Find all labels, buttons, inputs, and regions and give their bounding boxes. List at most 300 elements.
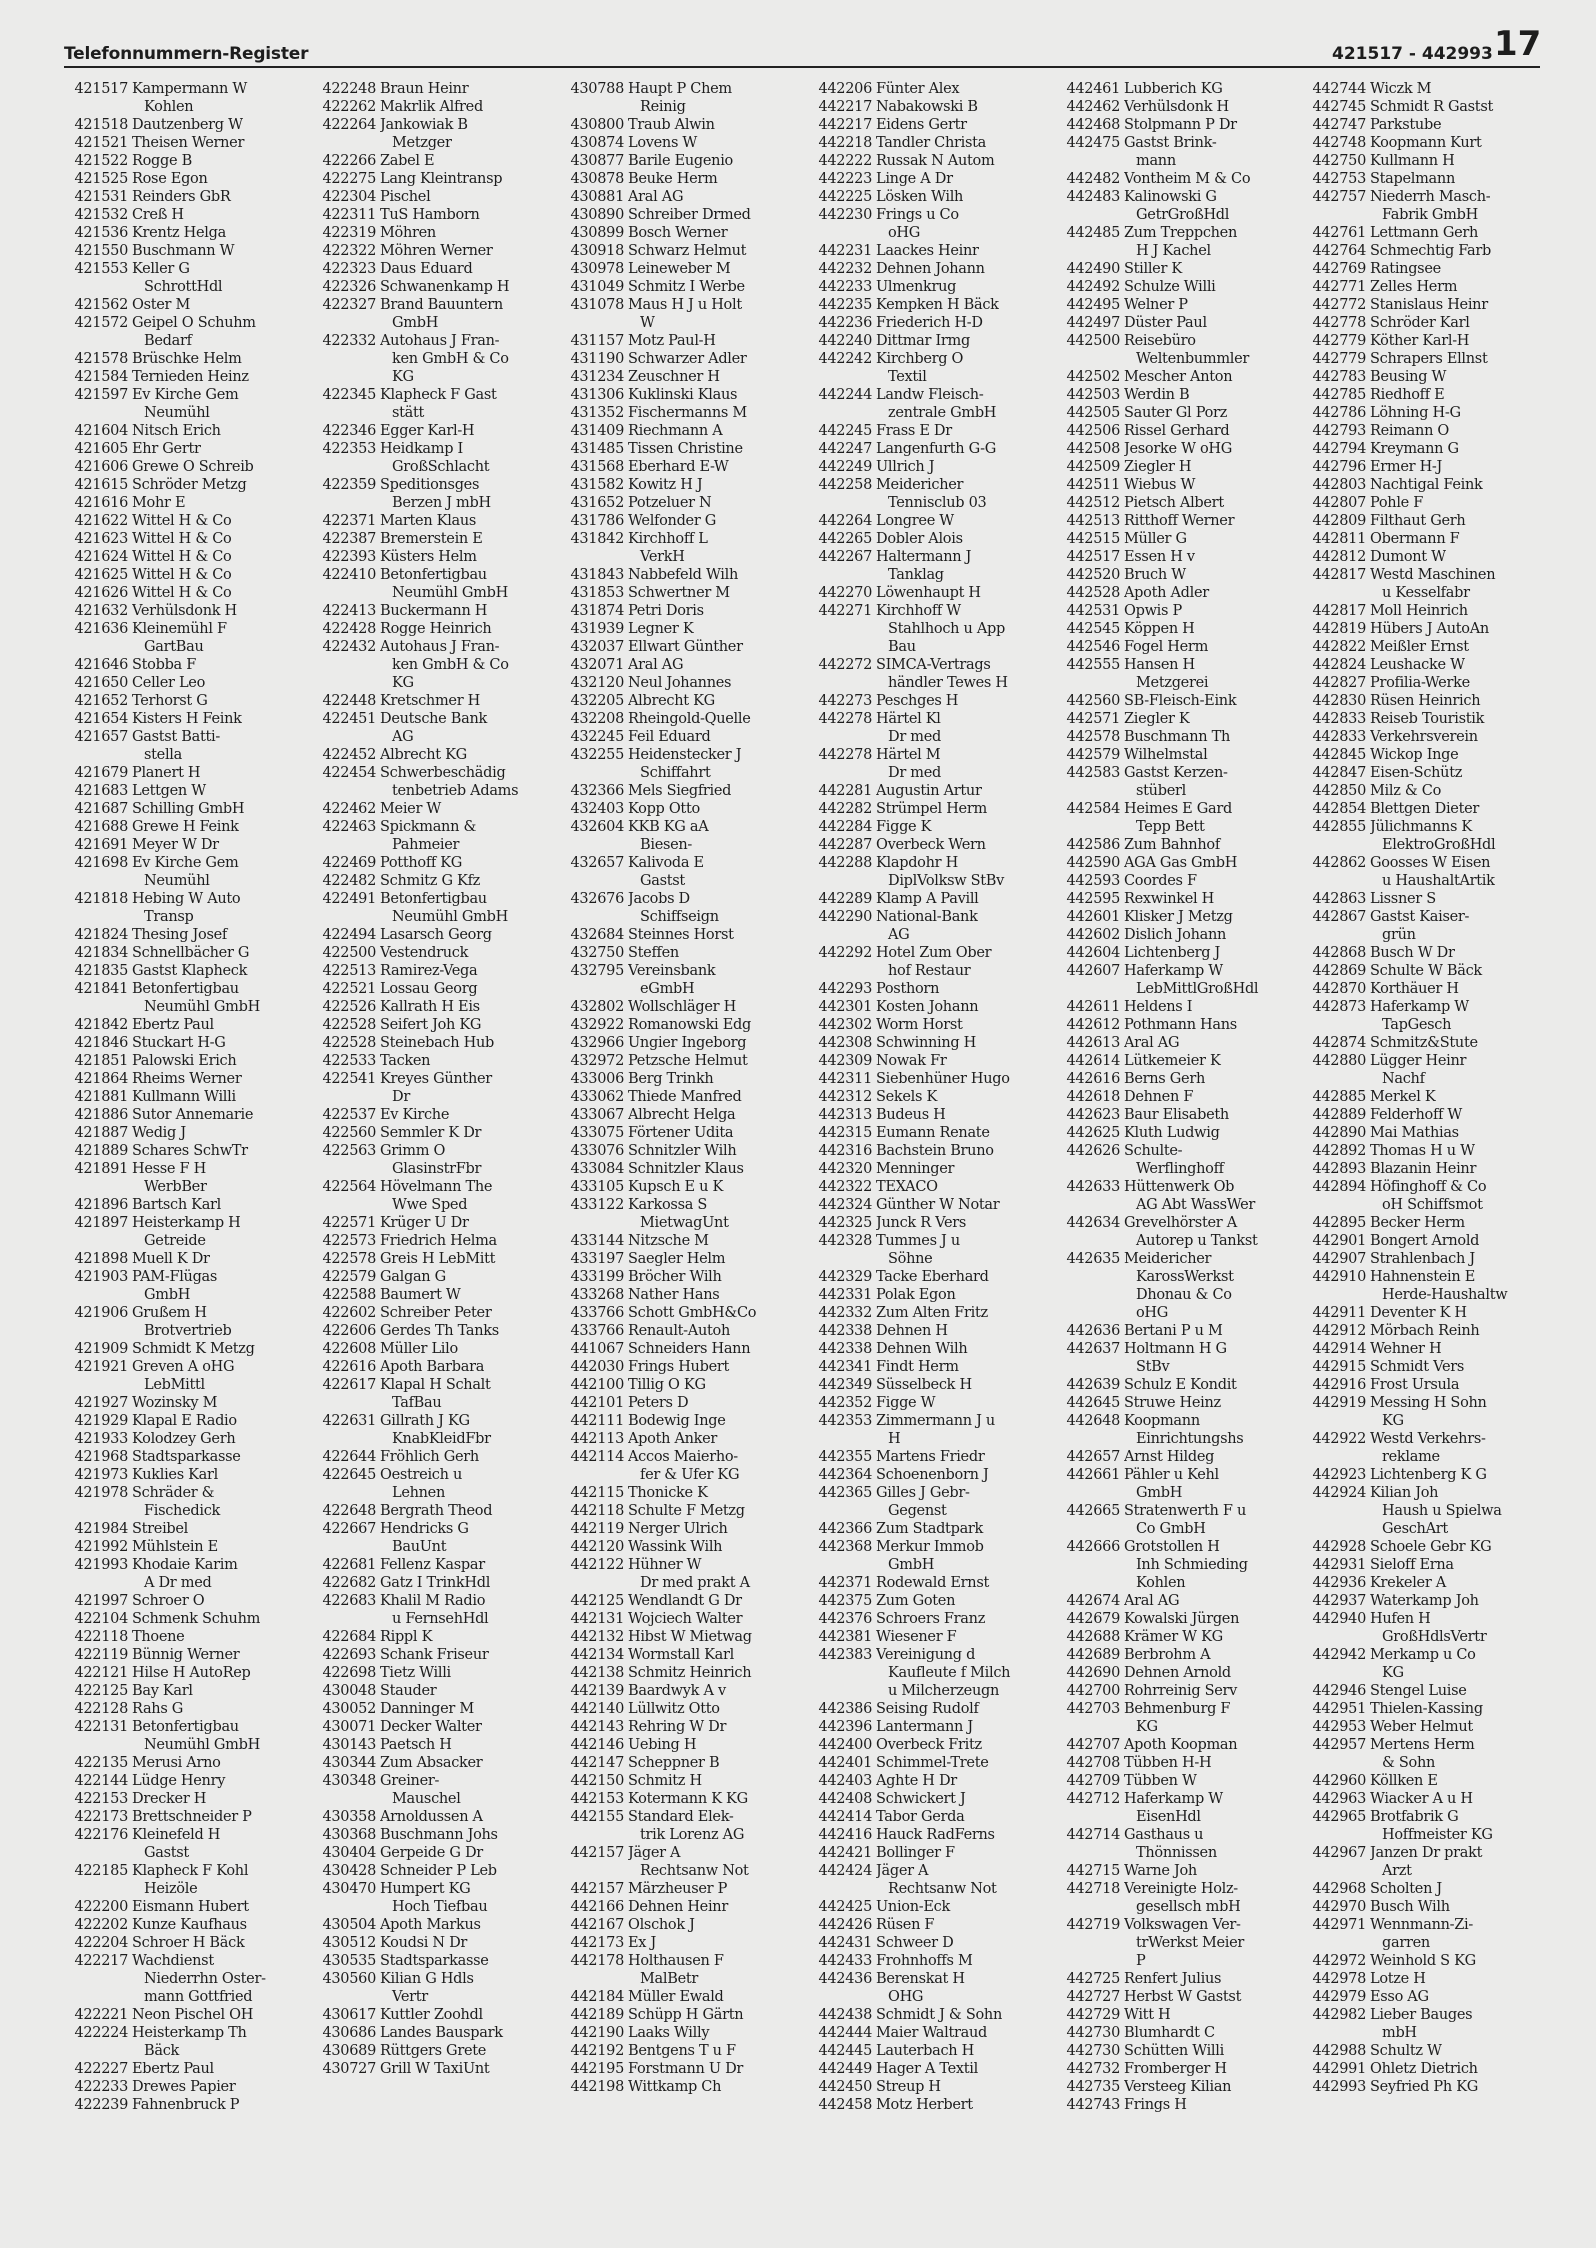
subscriber-line: Lubberich KG: [1124, 81, 1223, 97]
phone-number: 442578: [1066, 729, 1120, 745]
directory-entry: [66, 548, 314, 566]
subscriber-line: Profilia-Werke: [1370, 675, 1470, 691]
directory-entry: [66, 1682, 314, 1700]
directory-entry: [562, 422, 810, 440]
subscriber-name: [1370, 278, 1552, 296]
phone-number: 442113: [570, 1431, 624, 1447]
subscriber-name: [380, 476, 562, 512]
subscriber-name: [132, 350, 314, 368]
directory-entry: [810, 1466, 1058, 1484]
phone-number: 431842: [570, 531, 624, 547]
phone-number: 442244: [818, 387, 872, 403]
subscriber-name: [628, 944, 810, 962]
subscriber-line: Betonfertigbau: [132, 981, 239, 997]
phone-number: 433144: [570, 1233, 624, 1249]
phone-number: 442403: [818, 1773, 872, 1789]
subscriber-name: [628, 1880, 810, 1898]
subscriber-name: [628, 1790, 810, 1808]
directory-entry: [562, 440, 810, 458]
phone-number: 442862: [1312, 855, 1366, 871]
subscriber-name: [380, 1754, 562, 1772]
subscriber-name: [876, 890, 1058, 908]
directory-entry: [314, 998, 562, 1016]
directory-entry: [1058, 890, 1306, 908]
subscriber-name: [1124, 1682, 1306, 1700]
phone-number: 422275: [322, 171, 376, 187]
subscriber-name: [876, 1322, 1058, 1340]
directory-entry: [1058, 1772, 1306, 1790]
phone-number: 422560: [322, 1125, 376, 1141]
phone-number: 430617: [322, 2007, 376, 2023]
subscriber-line: Herde-Haushaltw: [1382, 1287, 1508, 1303]
subscriber-name: [132, 926, 314, 944]
directory-entry: [562, 1556, 810, 1592]
subscriber-line: Filthaut Gerh: [1370, 513, 1466, 529]
phone-number: 430918: [570, 243, 624, 259]
phone-number: 442880: [1312, 1053, 1366, 1069]
subscriber-line: Findt Herm: [876, 1359, 959, 1375]
phone-number: 442316: [818, 1143, 872, 1159]
subscriber-name: [1370, 1772, 1552, 1790]
phone-number: 421517: [74, 81, 128, 97]
subscriber-name: [628, 1718, 810, 1736]
subscriber-name: [1370, 494, 1552, 512]
phone-number: 442560: [1066, 693, 1120, 709]
directory-entry: [66, 1628, 314, 1646]
phone-number: 421522: [74, 153, 128, 169]
subscriber-name: [380, 440, 562, 476]
subscriber-name: [380, 1826, 562, 1844]
phone-number: 422119: [74, 1647, 128, 1663]
directory-entry: [314, 1016, 562, 1034]
subscriber-name: [1124, 1250, 1306, 1322]
subscriber-line: Rogge B: [132, 153, 192, 169]
directory-entry: [66, 80, 314, 116]
subscriber-name: [1370, 1898, 1552, 1916]
subscriber-line: stella: [144, 747, 182, 763]
directory-entry: [1058, 1034, 1306, 1052]
phone-number: 422428: [322, 621, 376, 637]
subscriber-line: Motz Herbert: [876, 2097, 973, 2113]
phone-number: 430560: [322, 1971, 376, 1987]
subscriber-line: Vontheim M & Co: [1124, 171, 1251, 187]
directory-entry: [66, 1142, 314, 1160]
directory-entry: [1304, 2078, 1552, 2096]
subscriber-line: Kaufleute f Milch: [888, 1665, 1011, 1681]
subscriber-name: [628, 1394, 810, 1412]
subscriber-line: Tacke Eberhard: [876, 1269, 989, 1285]
phone-number: 442506: [1066, 423, 1120, 439]
phone-number: 421636: [74, 621, 128, 637]
subscriber-name: [876, 746, 1058, 782]
directory-entry: [1304, 1466, 1552, 1484]
directory-entry: [1058, 1790, 1306, 1826]
subscriber-name: [132, 188, 314, 206]
directory-entry: [314, 296, 562, 332]
directory-entry: [562, 674, 810, 692]
subscriber-name: [132, 548, 314, 566]
page-title: Telefonnummern-Register: [64, 44, 309, 64]
subscriber-name: [876, 1358, 1058, 1376]
subscriber-name: [1370, 1088, 1552, 1106]
phone-number: 430428: [322, 1863, 376, 1879]
directory-entry: [66, 386, 314, 422]
subscriber-line: Khodaie Karim: [132, 1557, 238, 1573]
directory-entry: [810, 1520, 1058, 1538]
directory-entry: [66, 188, 314, 206]
subscriber-name: [380, 602, 562, 620]
subscriber-name: [876, 2060, 1058, 2078]
subscriber-line: Thomas H u W: [1370, 1143, 1475, 1159]
subscriber-line: Jankowiak B: [380, 117, 468, 133]
subscriber-name: [1370, 188, 1552, 224]
directory-entry: [1304, 656, 1552, 674]
directory-entry: [1304, 224, 1552, 242]
subscriber-line: Ramirez-Vega: [380, 963, 478, 979]
directory-entry: [1058, 764, 1306, 800]
directory-entry: [562, 1052, 810, 1070]
subscriber-line: Lovens W: [628, 135, 698, 151]
directory-entry: [66, 1160, 314, 1196]
subscriber-name: [628, 1088, 810, 1106]
directory-entry: [314, 1772, 562, 1808]
directory-entry: [1304, 1808, 1552, 1844]
subscriber-name: [380, 1286, 562, 1304]
phone-number: 442431: [818, 1935, 872, 1951]
directory-entry: [314, 1502, 562, 1520]
subscriber-name: [876, 332, 1058, 350]
directory-entry: [810, 1232, 1058, 1268]
directory-entry: [1058, 332, 1306, 368]
directory-entry: [810, 1412, 1058, 1448]
directory-entry: [562, 692, 810, 710]
directory-entry: [314, 332, 562, 386]
subscriber-name: [1370, 422, 1552, 440]
phone-number: 442482: [1066, 171, 1120, 187]
subscriber-name: [1124, 116, 1306, 134]
directory-entry: [314, 746, 562, 764]
directory-entry: [1304, 296, 1552, 314]
subscriber-name: [628, 224, 810, 242]
phone-number: 430788: [570, 81, 624, 97]
directory-entry: [314, 152, 562, 170]
directory-entry: [1304, 1718, 1552, 1736]
subscriber-line: Friedrich Helma: [380, 1233, 497, 1249]
subscriber-line: Gastst: [144, 1845, 189, 1861]
directory-entry: [66, 944, 314, 962]
phone-number: 422528: [322, 1035, 376, 1051]
subscriber-name: [628, 1304, 810, 1322]
subscriber-line: Seifert Joh KG: [380, 1017, 482, 1033]
subscriber-line: Kosten Johann: [876, 999, 979, 1015]
directory-entry: [1304, 278, 1552, 296]
subscriber-line: Kempken H Bäck: [876, 297, 999, 313]
phone-number: 442910: [1312, 1269, 1366, 1285]
subscriber-name: [876, 1196, 1058, 1214]
phone-number: 442616: [1066, 1071, 1120, 1087]
subscriber-line: Meyer W Dr: [132, 837, 219, 853]
subscriber-line: Apoth Anker: [628, 1431, 718, 1447]
subscriber-line: OHG: [888, 1989, 924, 2005]
phone-number: 442700: [1066, 1683, 1120, 1699]
phone-number: 442288: [818, 855, 872, 871]
phone-number: 422264: [322, 117, 376, 133]
subscriber-name: [380, 1178, 562, 1214]
subscriber-line: Hibst W Mietwag: [628, 1629, 752, 1645]
phone-number: 442408: [818, 1791, 872, 1807]
directory-entry: [66, 476, 314, 494]
subscriber-name: [628, 440, 810, 458]
directory-entry: [1058, 1466, 1306, 1502]
subscriber-name: [1370, 1736, 1552, 1772]
subscriber-line: ElektroGroßHdl: [1382, 837, 1496, 853]
subscriber-line: Rodewald Ernst: [876, 1575, 990, 1591]
phone-number: 442231: [818, 243, 872, 259]
subscriber-name: [380, 1466, 562, 1502]
subscriber-name: [1124, 962, 1306, 998]
phone-number: 442272: [818, 657, 872, 673]
subscriber-name: [1124, 566, 1306, 584]
directory-entry: [810, 2096, 1058, 2114]
subscriber-name: [628, 656, 810, 674]
directory-entry: [1058, 584, 1306, 602]
phone-number: 421572: [74, 315, 128, 331]
subscriber-name: [1124, 584, 1306, 602]
phone-number: 442249: [818, 459, 872, 475]
directory-entry: [562, 2024, 810, 2042]
directory-entry: [66, 2060, 314, 2078]
phone-number: 422393: [322, 549, 376, 565]
subscriber-line: Wozinsky M: [132, 1395, 218, 1411]
subscriber-line: Betonfertigbau: [132, 1719, 239, 1735]
subscriber-line: KarossWerkst: [1136, 1269, 1234, 1285]
subscriber-line: Getreide: [144, 1233, 206, 1249]
subscriber-name: [380, 926, 562, 944]
subscriber-line: Meidericher: [1124, 1251, 1212, 1267]
phone-number: 431234: [570, 369, 624, 385]
phone-number: 422135: [74, 1755, 128, 1771]
subscriber-line: GartBau: [144, 639, 204, 655]
phone-number: 442414: [818, 1809, 872, 1825]
phone-number: 422144: [74, 1773, 128, 1789]
phone-number: 442376: [818, 1611, 872, 1627]
phone-number: 422311: [322, 207, 376, 223]
subscriber-line: Hahnenstein E: [1370, 1269, 1476, 1285]
directory-entry: [810, 1610, 1058, 1628]
directory-entry: [810, 998, 1058, 1016]
directory-entry: [314, 1592, 562, 1628]
subscriber-name: [1124, 332, 1306, 368]
subscriber-name: [1370, 1646, 1552, 1682]
subscriber-line: Schoele Gebr KG: [1370, 1539, 1492, 1555]
phone-number: 421968: [74, 1449, 128, 1465]
subscriber-name: [132, 1214, 314, 1250]
subscriber-name: [1124, 620, 1306, 638]
subscriber-line: Kuttler Zoohdl: [380, 2007, 483, 2023]
subscriber-line: Herbst W Gastst: [1124, 1989, 1242, 2005]
phone-number: 421654: [74, 711, 128, 727]
subscriber-name: [1124, 1826, 1306, 1862]
phone-number: 442520: [1066, 567, 1120, 583]
subscriber-name: [1370, 350, 1552, 368]
directory-entry: [1058, 260, 1306, 278]
subscriber-name: [876, 2042, 1058, 2060]
subscriber-line: Schroer H Bäck: [132, 1935, 245, 1951]
directory-entry: [562, 2042, 810, 2060]
phone-number: 442157: [570, 1881, 624, 1897]
directory-entry: [562, 1196, 810, 1232]
phone-number: 442965: [1312, 1809, 1366, 1825]
directory-entry: [1058, 1340, 1306, 1376]
directory-entry: [1058, 1412, 1306, 1448]
subscriber-name: [132, 2006, 314, 2024]
directory-entry: [314, 1322, 562, 1340]
subscriber-name: [380, 2006, 562, 2024]
subscriber-line: Schoenenborn J: [876, 1467, 989, 1483]
subscriber-line: Mertens Herm: [1370, 1737, 1475, 1753]
subscriber-line: Kallrath H Eis: [380, 999, 480, 1015]
subscriber-line: Hoch Tiefbau: [392, 1899, 488, 1915]
directory-entry: [1058, 548, 1306, 566]
phone-number: 442555: [1066, 657, 1120, 673]
subscriber-name: [132, 1016, 314, 1034]
subscriber-line: oHG: [1136, 1305, 1169, 1321]
directory-entry: [562, 1448, 810, 1484]
phone-number: 422588: [322, 1287, 376, 1303]
directory-entry: [1304, 1916, 1552, 1952]
subscriber-line: Kirchhoff L: [628, 531, 708, 547]
subscriber-line: Brüschke Helm: [132, 351, 242, 367]
subscriber-name: [628, 998, 810, 1016]
phone-number: 442386: [818, 1701, 872, 1717]
phone-number: 422332: [322, 333, 376, 349]
subscriber-name: [1124, 1448, 1306, 1466]
subscriber-line: Worm Horst: [876, 1017, 963, 1033]
subscriber-name: [628, 710, 810, 728]
subscriber-line: Fischedick: [144, 1503, 221, 1519]
directory-entry: [810, 980, 1058, 998]
directory-entry: [562, 1844, 810, 1880]
subscriber-name: [628, 1628, 810, 1646]
phone-number: 442679: [1066, 1611, 1120, 1627]
directory-entry: [562, 170, 810, 188]
directory-entry: [810, 1970, 1058, 2006]
directory-entry: [810, 314, 1058, 332]
subscriber-line: Krekeler A: [1370, 1575, 1446, 1591]
subscriber-line: Schmenk Schuhm: [132, 1611, 261, 1627]
subscriber-line: Wassink Wilh: [628, 1539, 723, 1555]
subscriber-line: Kilian Joh: [1370, 1485, 1439, 1501]
phone-number: 421531: [74, 189, 128, 205]
directory-entry: [810, 530, 1058, 548]
subscriber-line: Stratenwerth F u: [1124, 1503, 1246, 1519]
phone-number: 442833: [1312, 711, 1366, 727]
subscriber-name: [876, 152, 1058, 170]
subscriber-line: Gerpeide G Dr: [380, 1845, 483, 1861]
phone-number: 431157: [570, 333, 624, 349]
phone-number: 442586: [1066, 837, 1120, 853]
subscriber-name: [628, 1376, 810, 1394]
directory-entry: [1058, 1700, 1306, 1736]
subscriber-line: Autorep u Tankst: [1136, 1233, 1258, 1249]
directory-entry: [810, 350, 1058, 386]
phone-number: 442100: [570, 1377, 624, 1393]
subscriber-line: Krentz Helga: [132, 225, 226, 241]
subscriber-line: Klapal H Schalt: [380, 1377, 491, 1393]
subscriber-name: [132, 386, 314, 422]
directory-entry: [1058, 710, 1306, 728]
phone-number: 430727: [322, 2061, 376, 2077]
directory-entry: [810, 1196, 1058, 1214]
subscriber-name: [876, 1448, 1058, 1466]
subscriber-line: Verkehrsverein: [1370, 729, 1478, 745]
directory-entry: [1058, 1142, 1306, 1178]
subscriber-name: [380, 2060, 562, 2078]
subscriber-line: Textil: [888, 369, 927, 385]
subscriber-line: Frass E Dr: [876, 423, 952, 439]
phone-number: 442946: [1312, 1683, 1366, 1699]
phone-number: 442312: [818, 1089, 872, 1105]
directory-entry: [810, 818, 1058, 836]
phone-number: 442352: [818, 1395, 872, 1411]
directory-entry: [1058, 1970, 1306, 1988]
directory-entry: [562, 1034, 810, 1052]
subscriber-name: [1124, 386, 1306, 404]
subscriber-line: Heidenstecker J: [628, 747, 742, 763]
subscriber-line: Planert H: [132, 765, 201, 781]
subscriber-name: [1124, 368, 1306, 386]
directory-entry: [1058, 1214, 1306, 1250]
phone-number: 442134: [570, 1647, 624, 1663]
directory-entry: [1304, 566, 1552, 602]
subscriber-name: [1124, 926, 1306, 944]
directory-entry: [314, 1106, 562, 1124]
subscriber-line: Brand Bauuntern: [380, 297, 503, 313]
subscriber-line: Wehner H: [1370, 1341, 1442, 1357]
subscriber-line: Wiesener F: [876, 1629, 957, 1645]
subscriber-name: [876, 836, 1058, 854]
subscriber-line: Figge K: [876, 819, 932, 835]
subscriber-name: [628, 260, 810, 278]
subscriber-name: [380, 566, 562, 602]
directory-entry: [66, 2096, 314, 2114]
directory-entry: [66, 1826, 314, 1862]
subscriber-name: [628, 1952, 810, 1988]
phone-number: 442928: [1312, 1539, 1366, 1555]
subscriber-line: Hoffmeister KG: [1382, 1827, 1493, 1843]
subscriber-line: Tillig O KG: [628, 1377, 706, 1393]
directory-entry: [562, 1736, 810, 1754]
subscriber-line: Barile Eugenio: [628, 153, 733, 169]
directory-entry: [314, 1556, 562, 1574]
subscriber-line: u HaushaltArtik: [1382, 873, 1495, 889]
subscriber-line: KG: [392, 675, 414, 691]
subscriber-line: Bartsch Karl: [132, 1197, 222, 1213]
subscriber-name: [132, 782, 314, 800]
directory-entry: [66, 242, 314, 260]
subscriber-line: Klisker J Metzg: [1124, 909, 1233, 925]
directory-entry: [66, 530, 314, 548]
directory-entry: [810, 782, 1058, 800]
directory-entry: [810, 296, 1058, 314]
subscriber-line: Merusi Arno: [132, 1755, 221, 1771]
subscriber-name: [876, 584, 1058, 602]
subscriber-name: [876, 1160, 1058, 1178]
phone-number: 432403: [570, 801, 624, 817]
phone-number: 422262: [322, 99, 376, 115]
subscriber-line: Kupsch E u K: [628, 1179, 724, 1195]
directory-entry: [1304, 1952, 1552, 1970]
